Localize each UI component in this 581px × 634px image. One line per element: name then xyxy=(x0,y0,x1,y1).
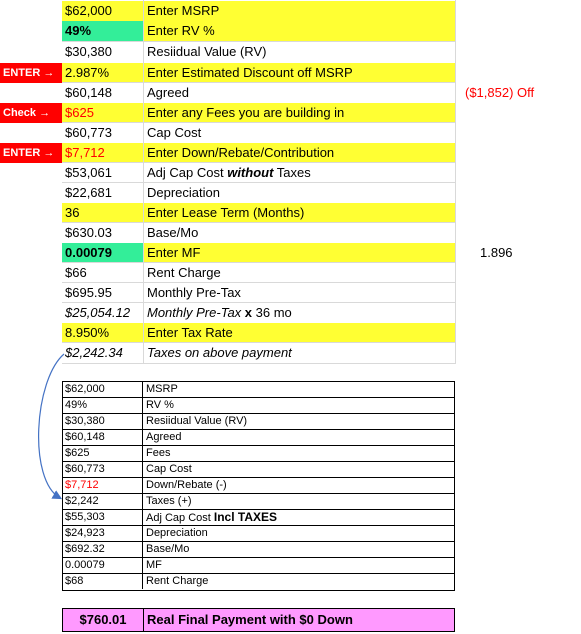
tax-rate-value-cell[interactable]: 8.950% xyxy=(65,325,110,340)
row-mf xyxy=(0,243,581,263)
row-tax-rate xyxy=(0,323,581,343)
down-label: Enter Down/Rebate/Contribution xyxy=(147,145,335,160)
summary-row-residual xyxy=(63,414,454,430)
row-fees xyxy=(0,103,581,123)
fees-value-cell[interactable]: $625 xyxy=(65,105,94,120)
check-tag: Check → xyxy=(0,103,62,123)
summary-table xyxy=(62,381,455,591)
gridline xyxy=(62,41,455,42)
residual-value-label: Resiidual Value (RV) xyxy=(147,44,267,59)
summary-row-base-mo xyxy=(63,542,454,558)
enter-tag: ENTER → xyxy=(0,63,62,83)
down-value-cell[interactable]: $7,712 xyxy=(65,145,105,160)
row-discount xyxy=(0,63,581,83)
cap-cost-label: Cap Cost xyxy=(147,125,202,140)
final-payment-row xyxy=(62,608,455,632)
rv-percent-label: Enter RV % xyxy=(147,23,215,38)
summary-label: Base/Mo xyxy=(146,543,190,555)
row-rent-charge xyxy=(0,263,581,283)
rv-percent-value-cell[interactable]: 49% xyxy=(65,23,92,38)
row-down-payment xyxy=(0,143,581,163)
summary-row-down xyxy=(63,478,454,494)
summary-row-msrp xyxy=(63,382,454,398)
taxes-label: Taxes on above payment xyxy=(147,345,292,360)
row-depreciation xyxy=(0,183,581,203)
monthly-pretax-label: Monthly Pre-Tax xyxy=(147,285,241,300)
tax-rate-label: Enter Tax Rate xyxy=(147,325,233,340)
summary-label: MF xyxy=(146,559,162,571)
row-adj-cap-cost xyxy=(0,163,581,183)
summary-value[interactable]: $24,923 xyxy=(63,526,143,541)
fees-label: Enter any Fees you are building in xyxy=(147,105,345,120)
base-mo-label: Base/Mo xyxy=(147,225,199,240)
depreciation-label: Depreciation xyxy=(147,185,220,200)
lease-term-value-cell[interactable]: 36 xyxy=(65,205,80,220)
mf-value-cell[interactable]: 0.00079 xyxy=(65,245,112,260)
summary-value[interactable]: $692.32 xyxy=(63,542,143,557)
summary-label: Agreed xyxy=(146,431,182,443)
row-rv-percent xyxy=(0,21,581,41)
gridline xyxy=(62,122,455,123)
row-lease-term xyxy=(0,203,581,223)
label-text: Adj Cap Cost xyxy=(147,165,228,180)
row-msrp xyxy=(0,1,581,21)
residual-value-cell[interactable]: $30,380 xyxy=(65,44,112,59)
summary-value[interactable]: $55,303 xyxy=(63,510,143,525)
gridline xyxy=(62,342,455,343)
pretax-total-label xyxy=(143,303,455,323)
column-divider xyxy=(143,0,144,364)
summary-value[interactable]: $60,773 xyxy=(63,462,143,477)
depreciation-value-cell[interactable]: $22,681 xyxy=(65,185,112,200)
gridline xyxy=(62,262,455,263)
summary-label: MSRP xyxy=(146,383,178,395)
agreed-value-cell[interactable]: $60,148 xyxy=(65,85,112,100)
enter-tag: ENTER → xyxy=(0,143,62,163)
summary-row-cap-cost xyxy=(63,462,454,478)
label-text: Monthly Pre-Tax xyxy=(147,305,245,320)
lease-term-label: Enter Lease Term (Months) xyxy=(147,205,305,220)
gridline xyxy=(62,162,455,163)
row-taxes xyxy=(0,343,581,363)
summary-value[interactable]: $625 xyxy=(63,446,143,461)
summary-row-mf xyxy=(63,558,454,574)
rent-charge-label: Rent Charge xyxy=(147,265,221,280)
gridline xyxy=(62,182,455,183)
gridline xyxy=(62,222,455,223)
label-emphasis: without xyxy=(227,165,274,180)
summary-value[interactable]: $2,242 xyxy=(63,494,143,509)
summary-row-rv-percent xyxy=(63,398,454,414)
adj-cap-cost-value-cell[interactable]: $53,061 xyxy=(65,165,112,180)
mf-label: Enter MF xyxy=(147,245,201,260)
final-payment-label: Real Final Payment with $0 Down xyxy=(147,612,353,627)
row-pretax-total xyxy=(0,303,581,323)
discount-off-note: ($1,852) Off xyxy=(465,85,535,100)
discount-label: Enter Estimated Discount off MSRP xyxy=(147,65,353,80)
summary-label xyxy=(143,510,277,525)
final-payment-value[interactable]: $760.01 xyxy=(63,609,144,631)
msrp-value-cell[interactable]: $62,000 xyxy=(65,3,112,18)
row-monthly-pretax xyxy=(0,283,581,303)
summary-label: Cap Cost xyxy=(146,463,192,475)
row-base-mo xyxy=(0,223,581,243)
summary-label: Rent Charge xyxy=(146,575,209,587)
summary-label: Taxes (+) xyxy=(146,495,192,507)
pretax-total-value-cell[interactable]: $25,054.12 xyxy=(65,305,131,320)
gridline xyxy=(62,363,455,364)
agreed-label: Agreed xyxy=(147,85,189,100)
cap-cost-value-cell[interactable]: $60,773 xyxy=(65,125,112,140)
summary-label: RV % xyxy=(146,399,174,411)
row-agreed xyxy=(0,83,581,103)
label-emphasis: x xyxy=(244,305,253,320)
summary-row-rent-charge xyxy=(63,574,454,590)
summary-value[interactable]: 49% xyxy=(63,398,143,413)
summary-row-adj-cap-cost xyxy=(63,510,454,526)
row-cap-cost xyxy=(0,123,581,143)
label-text: Adj Cap Cost xyxy=(146,512,214,524)
taxes-value-cell[interactable]: $2,242.34 xyxy=(65,345,123,360)
base-mo-value-cell[interactable]: $630.03 xyxy=(65,225,112,240)
label-text: 36 mo xyxy=(252,305,292,320)
summary-label: Resiidual Value (RV) xyxy=(146,415,248,427)
summary-label: Depreciation xyxy=(146,527,208,539)
summary-row-fees xyxy=(63,446,454,462)
summary-label: Fees xyxy=(146,447,171,459)
rent-charge-value-cell[interactable]: $66 xyxy=(65,265,87,280)
discount-value-cell[interactable]: 2.987% xyxy=(65,65,110,80)
summary-value[interactable]: $60,148 xyxy=(63,430,143,445)
summary-row-agreed xyxy=(63,430,454,446)
summary-value[interactable]: 0.00079 xyxy=(63,558,143,573)
label-emphasis: Incl TAXES xyxy=(213,510,277,524)
monthly-pretax-value-cell[interactable]: $695.95 xyxy=(65,285,112,300)
column-divider xyxy=(455,0,456,364)
mf-apr-note: 1.896 xyxy=(480,245,513,260)
summary-value[interactable]: $30,380 xyxy=(63,414,143,429)
summary-value[interactable]: $7,712 xyxy=(63,478,143,493)
summary-value[interactable]: $68 xyxy=(63,574,143,589)
gridline xyxy=(62,302,455,303)
adj-cap-cost-label xyxy=(143,163,455,183)
summary-row-depreciation xyxy=(63,526,454,542)
summary-label: Down/Rebate (-) xyxy=(146,479,227,491)
label-text: Taxes xyxy=(273,165,311,180)
summary-value[interactable]: $62,000 xyxy=(63,382,143,397)
gridline xyxy=(62,82,455,83)
summary-row-taxes xyxy=(63,494,454,510)
msrp-label: Enter MSRP xyxy=(147,3,220,18)
row-residual-value xyxy=(0,42,581,62)
gridline xyxy=(62,282,455,283)
